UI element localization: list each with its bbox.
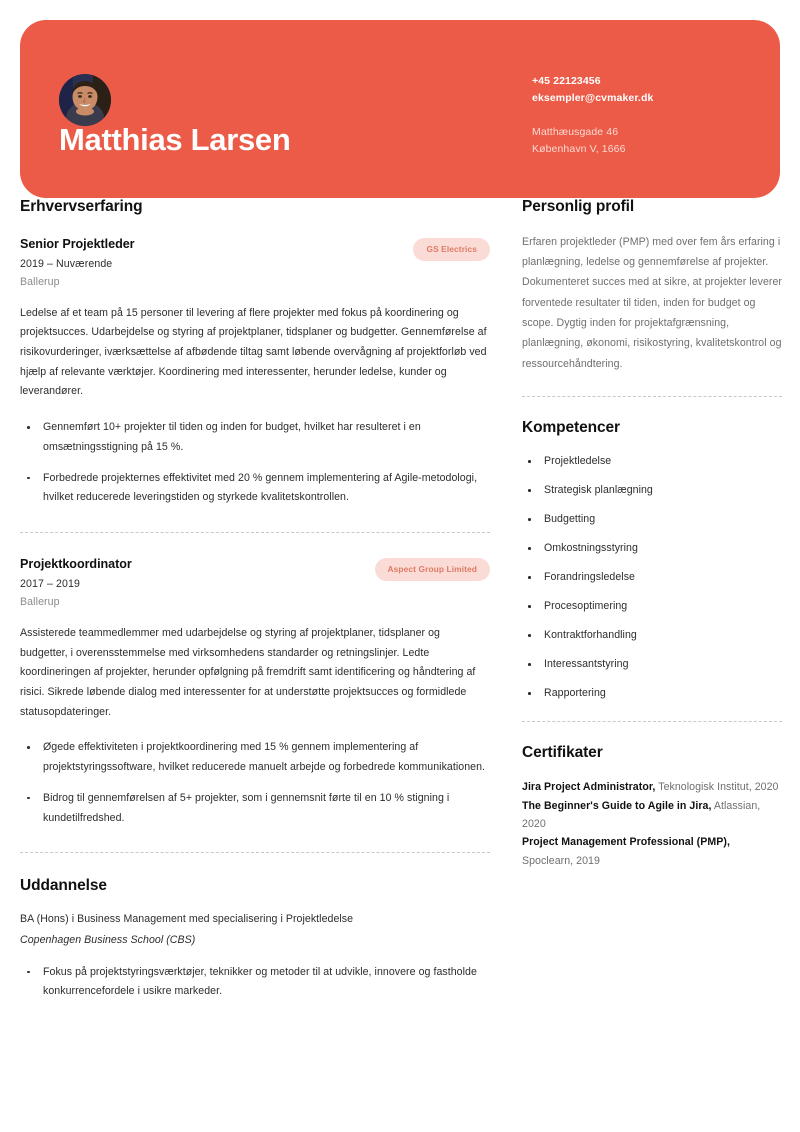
section-title-certificates: Certifikater xyxy=(522,744,603,762)
profile-text: Erfaren projektleder (PMP) med over fem års erfaring i planlægning, ledelse og gennemførelse af projekter. Dokumenteret succes med at sikre, at projekter leverer forventede resultater til tiden, inden for budget og scope. Dygtig inden for projektafgrænsning, planlægning, økonomi, risikostyring, kvalitetskontrol og ressourcehåndtering. xyxy=(522,235,782,370)
job-bullets xyxy=(20,738,490,828)
list-item: Strategisk planlægning xyxy=(522,484,782,496)
list-item: Projektledelse xyxy=(522,455,782,467)
certificate-issuer: Atlassian, 2020 xyxy=(522,799,761,830)
job-location: Ballerup xyxy=(20,595,60,608)
company-badge: Aspect Group Limited xyxy=(375,558,490,581)
list-item: Budgetting xyxy=(522,513,782,525)
experience-item xyxy=(20,237,490,508)
list-item: Øgede effektiviteten i projektkoordinering med 15 % gennem implementering af projektstyringssoftware, hvilket reducerede manuelt arbejde og forbedrede kommunikationen. xyxy=(20,738,490,777)
email-text: eksempler@cvmaker.dk xyxy=(532,92,654,104)
cv-header xyxy=(20,20,780,198)
divider xyxy=(522,396,782,397)
address-line-2: København V, 1666 xyxy=(532,143,626,155)
education-item xyxy=(20,912,490,1002)
job-description: Ledelse af et team på 15 personer til levering af flere projekter med fokus på koordinering og projektsucces. Udarbejdelse og styring af projektplaner, tidsplaner og budgetter. Gennemførelse af risikovurderinger, iværksættelse af afbødende tiltag samt løbende overvågning af projektforløb ved hjælp af relevante værktøjer. Koordinering med interessenter, herunder ledelse, kunder og leverandører. xyxy=(20,306,487,398)
list-item xyxy=(522,778,782,796)
job-dates: 2017 – 2019 xyxy=(20,577,81,590)
list-item: Procesoptimering xyxy=(522,600,782,612)
experience-item xyxy=(20,557,490,828)
section-title-skills: Kompetencer xyxy=(522,418,620,436)
experience-item-header xyxy=(20,236,490,254)
contact-block xyxy=(532,73,762,158)
education-school: Copenhagen Business School (CBS) xyxy=(20,933,196,946)
section-title-education: Uddannelse xyxy=(20,877,107,895)
list-item: Gennemført 10+ projekter til tiden og inden for budget, hvilket har resulteret i en omsætningsstigning på 15 %. xyxy=(20,418,490,457)
certificate-issuer: Spoclearn, 2019 xyxy=(522,854,600,867)
list-item: Rapportering xyxy=(522,687,782,699)
certificate-name: The Beginner's Guide to Agile in Jira, xyxy=(522,799,712,812)
list-item: Kontraktforhandling xyxy=(522,629,782,641)
page-title: Matthias Larsen xyxy=(59,122,291,157)
education-degree: BA (Hons) i Business Management med specialisering i Projektledelse xyxy=(20,912,354,925)
education-bullets xyxy=(20,963,490,1002)
list-item xyxy=(522,833,782,870)
list-item: Forbedrede projekternes effektivitet med 20 % gennem implementering af Agile-metodologi, hvilket reducerede leveringstiden og styrkede kvalitetskontrollen. xyxy=(20,469,490,508)
list-item: Omkostningsstyring xyxy=(522,542,782,554)
job-role: Projektkoordinator xyxy=(20,556,132,571)
list-item: Forandringsledelse xyxy=(522,571,782,583)
divider xyxy=(20,852,490,853)
list-item: Fokus på projektstyringsværktøjer, teknikker og metoder til at udvikle, innovere og fastholde konkurrencefordele i usikre markeder. xyxy=(20,963,490,1002)
section-title-profile: Personlig profil xyxy=(522,198,635,215)
left-column xyxy=(20,198,490,1002)
job-dates: 2019 – Nuværende xyxy=(20,257,113,270)
address-line-1: Matthæusgade 46 xyxy=(532,126,619,138)
job-description: Assisterede teammedlemmer med udarbejdelse og styring af projektplaner, tidsplaner og budgetter, i overensstemmelse med virksomhedens standarder og retningslinjer. Ledte koordineringen af projekter, herunder opfølgning på fremdrift samt identificering og håndtering af risici. Sikrede løbende dialog med interessenter for at understøtte projektsucces og formidlede statusopdateringer. xyxy=(20,626,476,718)
certificates-list xyxy=(522,778,782,870)
right-column xyxy=(522,198,782,870)
divider xyxy=(20,532,490,533)
experience-item-header xyxy=(20,556,490,574)
list-item xyxy=(522,797,782,834)
avatar xyxy=(59,74,111,126)
certificate-name: Project Management Professional (PMP), xyxy=(522,836,730,849)
list-item: Bidrog til gennemførelsen af 5+ projekter, som i gennemsnit førte til en 10 % stigning i kundetilfredshed. xyxy=(20,789,490,828)
company-badge: GS Electrics xyxy=(413,238,490,261)
divider xyxy=(522,721,782,722)
job-bullets xyxy=(20,418,490,508)
job-location: Ballerup xyxy=(20,275,60,288)
list-item: Interessantstyring xyxy=(522,658,782,670)
certificate-name: Jira Project Administrator, xyxy=(522,781,656,794)
certificate-issuer: Teknologisk Institut, 2020 xyxy=(655,781,779,794)
skills-list xyxy=(522,455,782,699)
phone-text: +45 22123456 xyxy=(532,75,601,87)
job-role: Senior Projektleder xyxy=(20,236,135,251)
section-title-experience: Erhvervserfaring xyxy=(20,198,143,215)
